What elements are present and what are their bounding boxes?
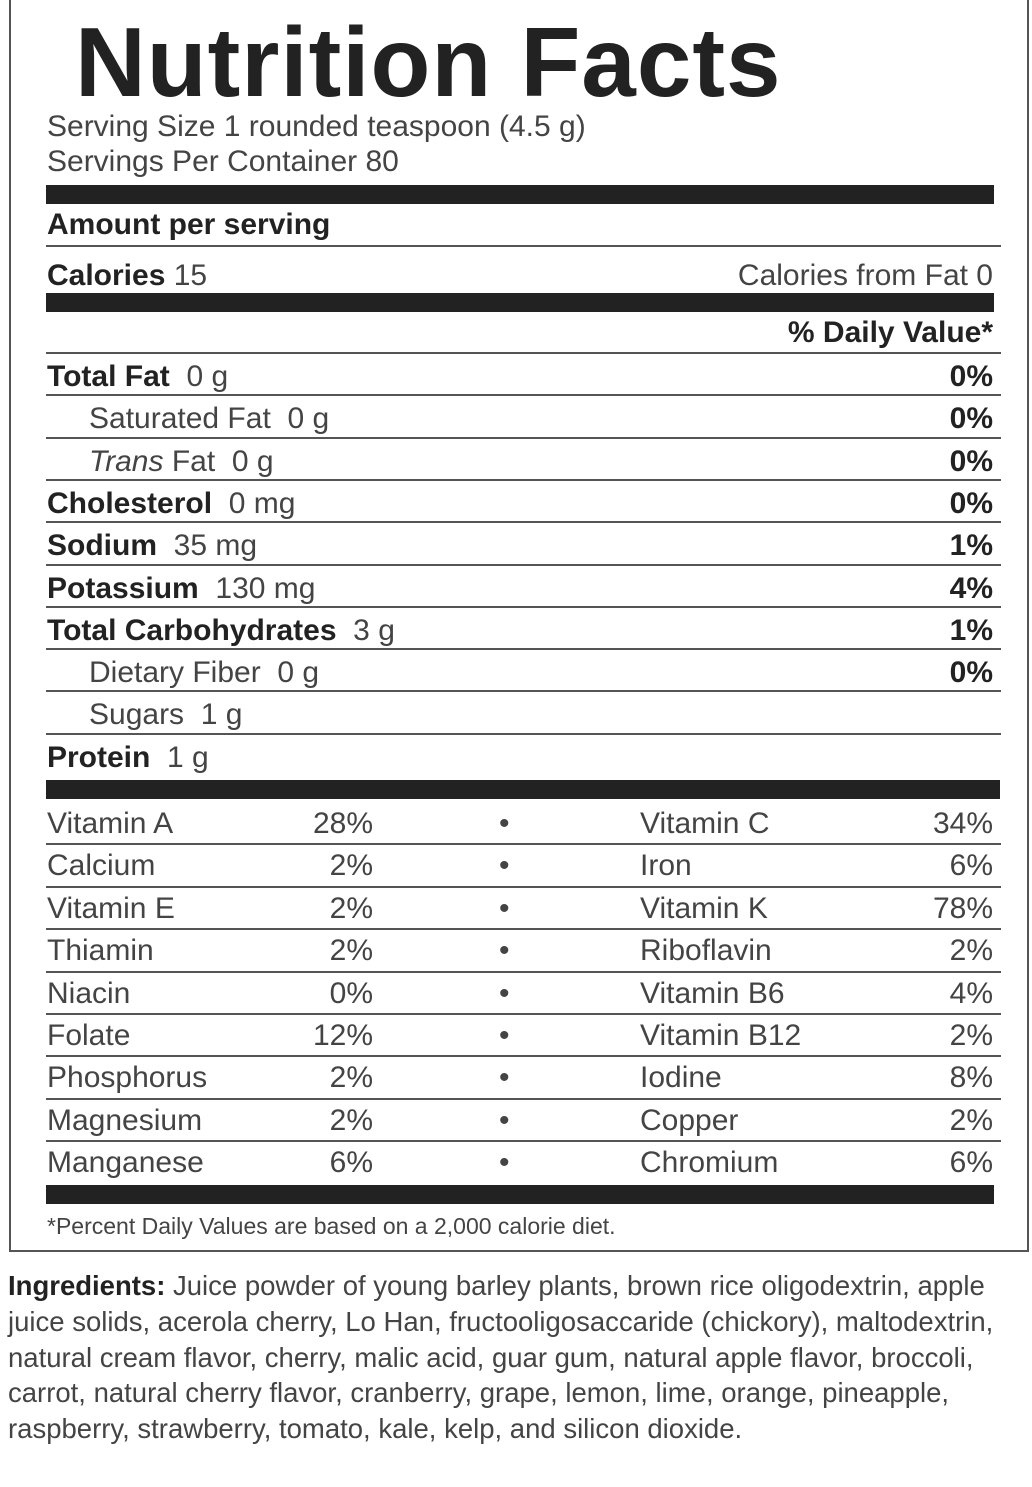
nutrient-row (47, 695, 993, 735)
calories-row (47, 256, 993, 296)
vitamin-right-value: 6% (949, 849, 993, 883)
vitamin-right-name: Iron (640, 849, 692, 883)
vitamin-left-name: Phosphorus (47, 1061, 208, 1095)
vitamin-left-value: 28% (312, 807, 373, 840)
vitamin-right-name: Vitamin C (640, 807, 770, 840)
nutrient-amount: 0 g (186, 360, 229, 393)
divider (46, 690, 1001, 692)
nutrient-row (47, 399, 993, 439)
daily-value-header (47, 313, 993, 353)
daily-value-label: % Daily Value* (787, 316, 993, 349)
label-title: Nutrition Facts (75, 7, 782, 117)
bullet: • (499, 976, 510, 1010)
divider (46, 733, 1001, 735)
vitamin-row (47, 1100, 993, 1140)
divider (46, 521, 1001, 523)
nutrient-amount: 0 g (277, 656, 320, 690)
vitamin-left-value: 2% (329, 1103, 373, 1137)
divider (46, 648, 1001, 650)
vitamin-right-name: Copper (640, 1103, 739, 1137)
amount-per-serving-label: Amount per serving (47, 208, 331, 241)
bullet: • (499, 891, 510, 925)
vitamin-right-name: Riboflavin (640, 934, 772, 968)
nutrient-row (47, 738, 993, 778)
nutrient-amount: 35 mg (173, 529, 258, 563)
divider-thick (46, 185, 994, 204)
calories-from-fat: Calories from Fat 0 (737, 259, 993, 292)
vitamin-right-value: 6% (949, 1146, 993, 1180)
nutrient-name: Sugars (89, 698, 185, 732)
nutrient-name-suffix: Fat (171, 444, 216, 478)
nutrient-amount: 0 mg (228, 486, 296, 520)
vitamin-left-value: 2% (329, 934, 373, 968)
vitamin-left-value: 0% (329, 976, 373, 1010)
nutrient-name: Potassium (47, 571, 199, 605)
nutrient-dv: 0% (949, 656, 993, 690)
vitamin-row (47, 888, 993, 928)
vitamin-right-name: Vitamin B6 (640, 976, 785, 1010)
bullet: • (499, 1019, 510, 1052)
nutrient-amount: 0 g (231, 444, 274, 478)
nutrient-amount: 130 mg (215, 571, 316, 605)
bullet: • (499, 934, 510, 968)
nutrient-name: Sodium (47, 529, 157, 563)
vitamin-right-name: Vitamin B12 (640, 1019, 802, 1052)
nutrient-row (47, 357, 993, 397)
divider-thick (46, 1185, 994, 1204)
vitamin-right-name: Vitamin K (640, 891, 768, 925)
nutrient-dv: 0% (949, 360, 993, 393)
divider-thick (46, 780, 1000, 799)
ingredients (8, 1268, 1032, 1447)
nutrient-dv: 0% (949, 402, 993, 436)
vitamin-right-value: 4% (949, 976, 993, 1010)
servings-per-container: Servings Per Container 80 (47, 145, 399, 178)
bullet: • (499, 1061, 510, 1095)
vitamin-left-name: Niacin (47, 976, 131, 1010)
bullet: • (499, 1146, 510, 1180)
vitamin-left-name: Thiamin (47, 934, 154, 968)
bullet: • (499, 849, 510, 883)
nutrient-dv: 0% (949, 486, 993, 520)
nutrient-row (47, 526, 993, 566)
vitamin-left-value: 6% (329, 1146, 373, 1180)
vitamin-left-name: Folate (47, 1019, 131, 1052)
divider (46, 394, 1001, 396)
vitamin-left-name: Vitamin E (47, 891, 175, 925)
vitamin-row (47, 1142, 993, 1182)
nutrient-name: Saturated Fat (89, 402, 271, 436)
vitamin-right-value: 8% (949, 1061, 993, 1095)
vitamin-left-value: 12% (312, 1019, 373, 1052)
divider (46, 564, 1001, 566)
vitamin-left-value: 2% (329, 1061, 373, 1095)
nutrient-amount: 1 g (167, 740, 209, 774)
divider (46, 437, 1001, 439)
calories-label: Calories (47, 259, 166, 292)
bullet: • (499, 1103, 510, 1137)
bullet: • (499, 807, 510, 840)
vitamin-right-value: 2% (949, 1103, 993, 1137)
vitamin-left-name: Vitamin A (47, 807, 174, 840)
vitamin-row (47, 803, 993, 843)
vitamin-row (47, 1057, 993, 1097)
nutrient-row (47, 484, 993, 524)
divider (46, 606, 1001, 608)
nutrient-name: Total Carbohydrates (47, 613, 337, 647)
nutrient-name: Cholesterol (47, 486, 213, 520)
vitamin-left-name: Magnesium (47, 1103, 203, 1137)
vitamin-row (47, 930, 993, 970)
nutrient-dv: 1% (949, 529, 993, 563)
nutrient-dv: 4% (949, 571, 993, 605)
calories-value: 15 (173, 259, 208, 292)
vitamin-right-value: 2% (949, 1019, 993, 1052)
nutrient-row (47, 611, 993, 651)
footnote: *Percent Daily Values are based on a 2,000 calorie diet. (47, 1213, 616, 1239)
vitamin-right-value: 2% (949, 934, 993, 968)
vitamin-right-name: Chromium (640, 1146, 779, 1180)
divider (46, 352, 1001, 354)
nutrient-name: Total Fat (47, 360, 170, 393)
vitamin-left-value: 2% (329, 849, 373, 883)
vitamin-row (47, 1015, 993, 1055)
serving-size: Serving Size 1 rounded teaspoon (4.5 g) (47, 110, 586, 143)
divider-thick (46, 293, 994, 312)
nutrient-name: Trans (89, 444, 164, 478)
vitamin-left-name: Manganese (47, 1146, 204, 1180)
nutrient-dv: 0% (949, 444, 993, 478)
amount-per-serving (47, 205, 993, 245)
divider (46, 245, 1001, 247)
nutrient-row (47, 653, 993, 693)
vitamin-right-name: Iodine (640, 1061, 722, 1095)
vitamin-right-value: 78% (932, 891, 993, 925)
divider (46, 479, 1001, 481)
nutrient-amount: 1 g (200, 698, 243, 732)
nutrient-name: Protein (47, 740, 151, 774)
vitamin-left-name: Calcium (47, 849, 156, 883)
vitamin-row (47, 845, 993, 885)
nutrient-amount: 3 g (353, 613, 395, 647)
vitamin-left-value: 2% (329, 891, 373, 925)
nutrient-amount: 0 g (287, 402, 330, 436)
nutrient-dv: 1% (949, 613, 993, 647)
nutrient-row (47, 569, 993, 609)
ingredients-text: Juice powder of young barley plants, brown rice oligodextrin, apple juice solids, acerola cherry, Lo Han, fructooligosaccaride (chickory), maltodextrin, natural cream flavor, cherry, malic acid, guar gum, natural apple flavor, broccoli, carrot, natural cherry flavor, cranberry, grape, lemon, lime, orange, pineapple, raspberry, strawberry, tomato, kale, kelp, and silicon dioxide. (8, 1270, 994, 1445)
nutrient-row (47, 442, 993, 482)
ingredients-label: Ingredients: (8, 1270, 166, 1301)
nutrient-name: Dietary Fiber (89, 656, 261, 690)
vitamin-right-value: 34% (932, 807, 993, 840)
vitamin-row (47, 973, 993, 1013)
